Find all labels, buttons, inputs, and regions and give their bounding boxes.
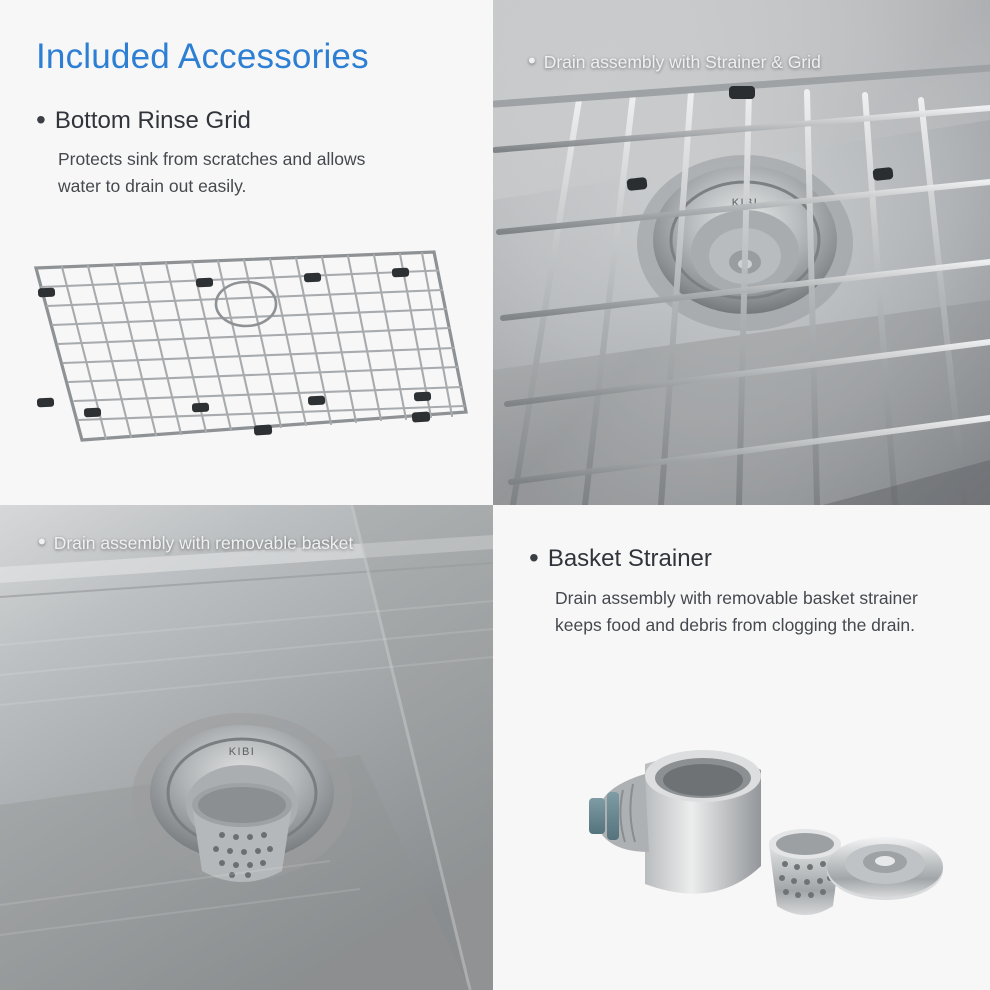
- caption-text: Drain assembly with Strainer & Grid: [543, 52, 821, 72]
- basket-strainer-illustration: [533, 720, 953, 935]
- drain-body-part: [589, 750, 761, 894]
- photo-drain-with-strainer-and-grid: [493, 0, 990, 505]
- drain-grid-photo-art: [493, 0, 990, 505]
- bullet-icon: •: [528, 48, 536, 73]
- bullet-icon: •: [529, 542, 539, 573]
- caption-drain-removable-basket: [38, 529, 354, 554]
- bottom-rinse-grid-illustration: [14, 240, 476, 460]
- bottom-rinse-grid-title: Bottom Rinse Grid: [54, 106, 251, 134]
- strainer-cap-part: [827, 837, 943, 900]
- caption-drain-strainer-grid: [528, 48, 821, 73]
- caption-text: Drain assembly with removable basket: [53, 533, 354, 553]
- panel-basket-strainer: [493, 505, 990, 990]
- basket-strainer-description: Drain assembly with removable basket strainer keeps food and debris from clogging the drain.: [555, 587, 918, 635]
- page-title: Included Accessories: [36, 37, 369, 76]
- basket-strainer-title: Basket Strainer: [547, 545, 712, 572]
- bottom-rinse-grid-heading: [36, 103, 459, 135]
- photo-drain-with-removable-basket: [0, 505, 493, 990]
- drain-basket-photo-art: [0, 505, 493, 990]
- brand-mark: KIBI: [731, 197, 759, 209]
- bottom-rinse-grid-description: Protects sink from scratches and allows water to drain out easily.: [58, 149, 366, 197]
- brand-mark: KIBI: [228, 746, 256, 758]
- bullet-icon: •: [38, 529, 46, 554]
- basket-strainer-heading: [529, 542, 954, 573]
- bullet-icon: •: [36, 103, 46, 135]
- panel-included-accessories: [0, 0, 493, 505]
